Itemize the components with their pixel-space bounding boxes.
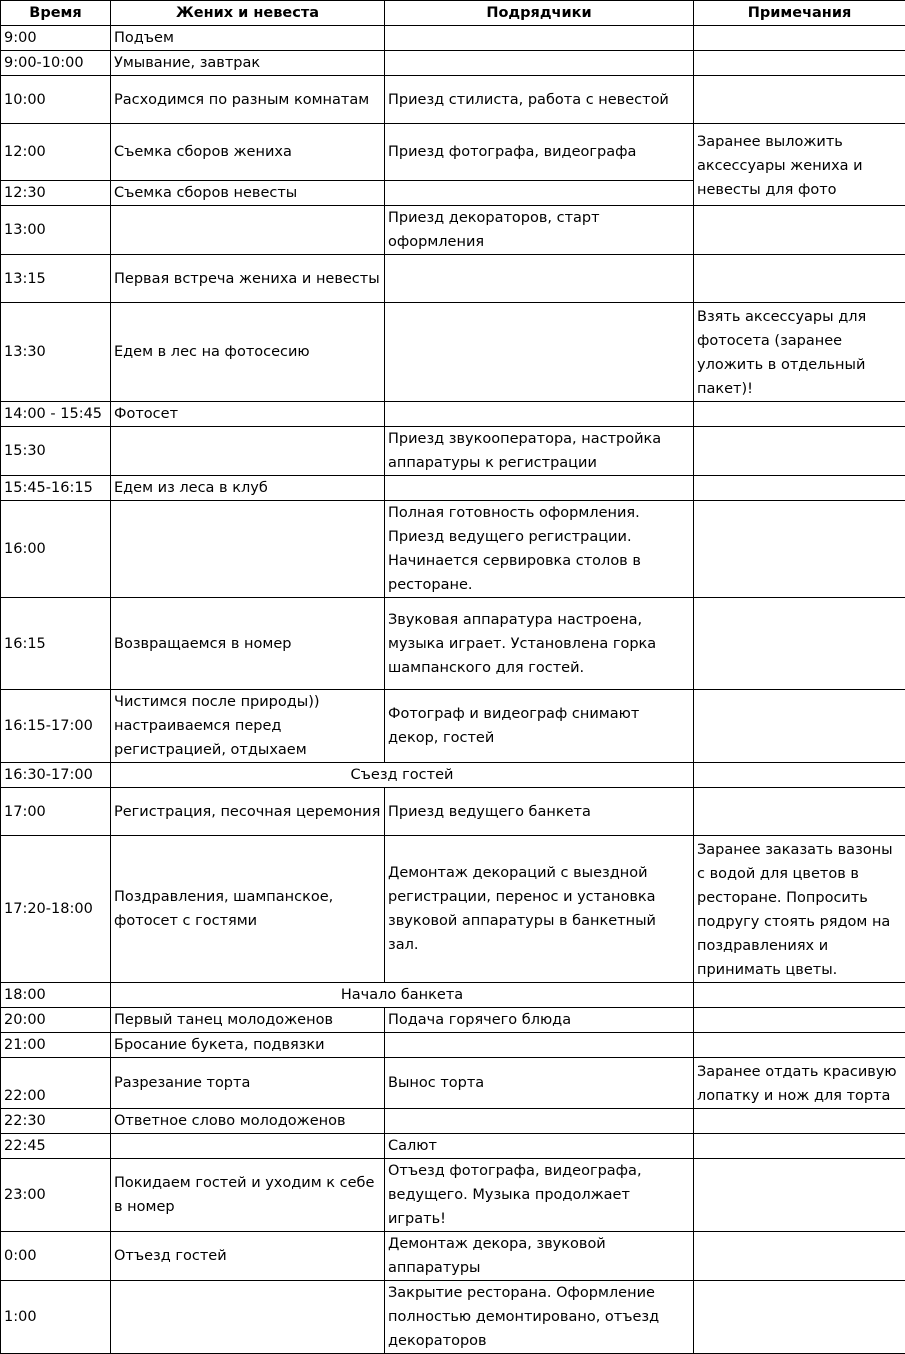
notes-cell: Взять аксессуары для фотосета (заранее уложить в отдельный пакет)! <box>694 303 905 402</box>
couple-cell: Первая встреча жениха и невесты <box>111 255 385 303</box>
notes-cell <box>694 1033 905 1058</box>
table-row <box>1 427 905 476</box>
notes-cell <box>694 598 905 690</box>
table-row <box>1 763 905 788</box>
table-row <box>1 788 905 836</box>
couple-cell <box>111 1134 385 1159</box>
contractors-cell: Приезд звукооператора, настройка аппаратуры к регистрации <box>385 427 694 476</box>
time-cell: 13:30 <box>1 303 111 402</box>
contractors-cell: Отъезд фотографа, видеографа, ведущего. Музыка продолжает играть! <box>385 1159 694 1232</box>
table-row <box>1 1232 905 1281</box>
contractors-cell: Подача горячего блюда <box>385 1008 694 1033</box>
notes-cell <box>694 1281 905 1354</box>
time-cell: 10:00 <box>1 76 111 124</box>
table-row <box>1 26 905 51</box>
couple-cell: Разрезание торта <box>111 1058 385 1109</box>
time-cell: 16:00 <box>1 501 111 598</box>
time-cell: 15:30 <box>1 427 111 476</box>
contractors-cell <box>385 476 694 501</box>
time-cell: 17:00 <box>1 788 111 836</box>
time-cell: 16:30-17:00 <box>1 763 111 788</box>
contractors-cell <box>385 402 694 427</box>
contractors-cell <box>385 1109 694 1134</box>
notes-cell <box>694 501 905 598</box>
couple-cell: Поздравления, шампанское, фотосет с гостями <box>111 836 385 983</box>
table-row <box>1 51 905 76</box>
time-cell: 1:00 <box>1 1281 111 1354</box>
notes-cell <box>694 206 905 255</box>
time-cell: 20:00 <box>1 1008 111 1033</box>
table-row <box>1 1033 905 1058</box>
contractors-cell: Демонтаж декораций с выездной регистрации, перенос и установка звуковой аппаратуры в банкетный зал. <box>385 836 694 983</box>
time-cell: 9:00-10:00 <box>1 51 111 76</box>
contractors-cell: Салют <box>385 1134 694 1159</box>
contractors-cell: Закрытие ресторана. Оформление полностью демонтировано, отъезд декораторов <box>385 1281 694 1354</box>
contractors-cell <box>385 181 694 206</box>
table-row <box>1 598 905 690</box>
notes-cell: Заранее выложить аксессуары жениха и невесты для фото <box>694 124 905 206</box>
table-row <box>1 476 905 501</box>
contractors-cell: Фотограф и видеограф снимают декор, гостей <box>385 690 694 763</box>
couple-cell: Покидаем гостей и уходим к себе в номер <box>111 1159 385 1232</box>
time-cell: 13:00 <box>1 206 111 255</box>
contractors-cell: Демонтаж декора, звуковой аппаратуры <box>385 1232 694 1281</box>
notes-cell <box>694 1232 905 1281</box>
notes-cell <box>694 1159 905 1232</box>
time-cell: 0:00 <box>1 1232 111 1281</box>
time-cell: 14:00 - 15:45 <box>1 402 111 427</box>
time-cell: 16:15-17:00 <box>1 690 111 763</box>
table-row <box>1 1109 905 1134</box>
couple-cell: Съемка сборов невесты <box>111 181 385 206</box>
time-cell: 12:00 <box>1 124 111 181</box>
table-row <box>1 983 905 1008</box>
table-row <box>1 303 905 402</box>
couple-cell: Первый танец молодоженов <box>111 1008 385 1033</box>
notes-cell <box>694 26 905 51</box>
contractors-cell: Звуковая аппаратура настроена, музыка играет. Установлена горка шампанского для гостей. <box>385 598 694 690</box>
notes-cell <box>694 476 905 501</box>
merged-event-cell: Начало банкета <box>111 983 694 1008</box>
notes-cell <box>694 983 905 1008</box>
time-cell: 18:00 <box>1 983 111 1008</box>
couple-cell: Бросание букета, подвязки <box>111 1033 385 1058</box>
contractors-cell: Приезд декораторов, старт оформления <box>385 206 694 255</box>
notes-cell <box>694 1134 905 1159</box>
couple-cell: Съемка сборов жениха <box>111 124 385 181</box>
couple-cell: Расходимся по разным комнатам <box>111 76 385 124</box>
table-row <box>1 402 905 427</box>
table-row <box>1 1134 905 1159</box>
table-row <box>1 76 905 124</box>
notes-cell <box>694 763 905 788</box>
notes-cell: Заранее отдать красивую лопатку и нож для торта <box>694 1058 905 1109</box>
merged-event-cell: Съезд гостей <box>111 763 694 788</box>
couple-cell: Фотосет <box>111 402 385 427</box>
couple-cell <box>111 206 385 255</box>
notes-cell <box>694 76 905 124</box>
couple-cell: Едем в лес на фотосесию <box>111 303 385 402</box>
header-couple: Жених и невеста <box>111 1 385 26</box>
contractors-cell <box>385 51 694 76</box>
couple-cell <box>111 1281 385 1354</box>
contractors-cell <box>385 1033 694 1058</box>
time-cell: 22:45 <box>1 1134 111 1159</box>
notes-cell: Заранее заказать вазоны с водой для цветов в ресторане. Попросить подругу стоять рядом на поздравлениях и принимать цветы. <box>694 836 905 983</box>
contractors-cell: Вынос торта <box>385 1058 694 1109</box>
couple-cell: Подъем <box>111 26 385 51</box>
contractors-cell <box>385 26 694 51</box>
table-row <box>1 836 905 983</box>
table-row <box>1 255 905 303</box>
table-row <box>1 1008 905 1033</box>
contractors-cell: Приезд ведущего банкета <box>385 788 694 836</box>
header-notes: Примечания <box>694 1 905 26</box>
couple-cell: Едем из леса в клуб <box>111 476 385 501</box>
contractors-cell <box>385 303 694 402</box>
notes-cell <box>694 51 905 76</box>
couple-cell: Ответное слово молодоженов <box>111 1109 385 1134</box>
time-cell: 23:00 <box>1 1159 111 1232</box>
table-row <box>1 690 905 763</box>
contractors-cell <box>385 255 694 303</box>
time-cell: 22:00 <box>1 1058 111 1109</box>
time-cell: 16:15 <box>1 598 111 690</box>
notes-cell <box>694 1109 905 1134</box>
couple-cell: Возвращаемся в номер <box>111 598 385 690</box>
couple-cell <box>111 501 385 598</box>
table-row <box>1 1058 905 1109</box>
notes-cell <box>694 255 905 303</box>
table-row <box>1 1281 905 1354</box>
header-contractors: Подрядчики <box>385 1 694 26</box>
couple-cell <box>111 427 385 476</box>
time-cell: 17:20-18:00 <box>1 836 111 983</box>
couple-cell: Чистимся после природы)) настраиваемся перед регистрацией, отдыхаем <box>111 690 385 763</box>
time-cell: 9:00 <box>1 26 111 51</box>
time-cell: 13:15 <box>1 255 111 303</box>
contractors-cell: Полная готовность оформления. Приезд ведущего регистрации. Начинается сервировка столов в ресторане. <box>385 501 694 598</box>
table-row <box>1 501 905 598</box>
table-row <box>1 124 905 181</box>
notes-cell <box>694 402 905 427</box>
table-row <box>1 1159 905 1232</box>
time-cell: 12:30 <box>1 181 111 206</box>
contractors-cell: Приезд фотографа, видеографа <box>385 124 694 181</box>
header-time: Время <box>1 1 111 26</box>
notes-cell <box>694 788 905 836</box>
couple-cell: Отъезд гостей <box>111 1232 385 1281</box>
notes-cell <box>694 427 905 476</box>
contractors-cell: Приезд стилиста, работа с невестой <box>385 76 694 124</box>
notes-cell <box>694 690 905 763</box>
time-cell: 21:00 <box>1 1033 111 1058</box>
notes-cell <box>694 1008 905 1033</box>
table-row <box>1 206 905 255</box>
header-row <box>1 1 905 26</box>
time-cell: 15:45-16:15 <box>1 476 111 501</box>
time-cell: 22:30 <box>1 1109 111 1134</box>
couple-cell: Умывание, завтрак <box>111 51 385 76</box>
couple-cell: Регистрация, песочная церемония <box>111 788 385 836</box>
